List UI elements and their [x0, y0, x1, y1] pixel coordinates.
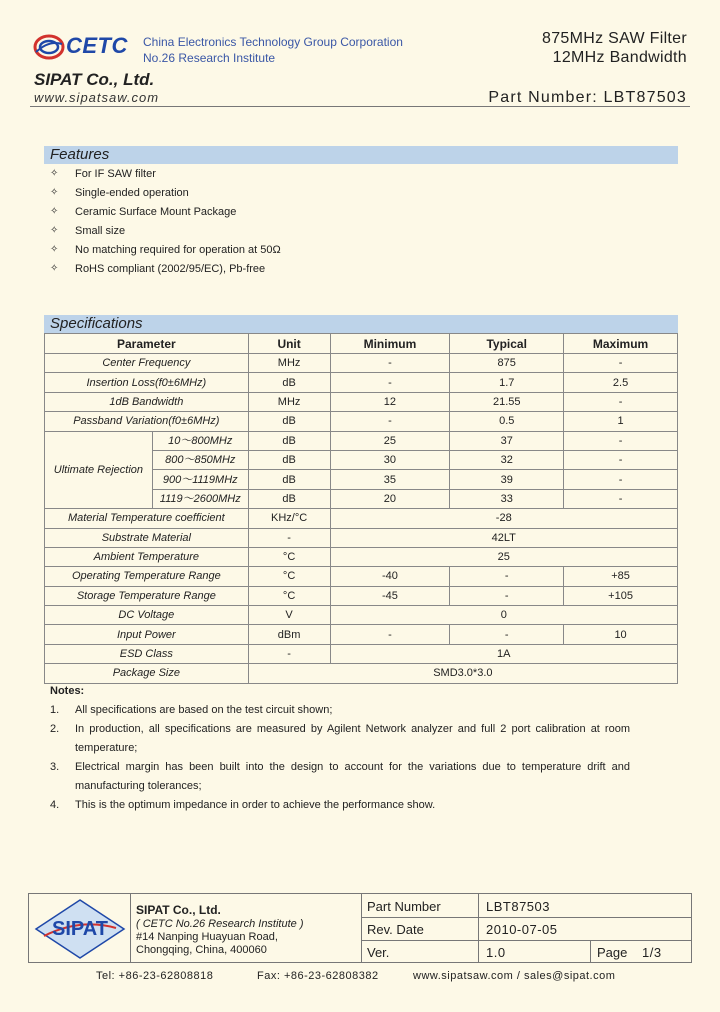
table-row: Center Frequency MHz - 875 -: [45, 354, 678, 373]
website-link[interactable]: www.sipatsaw.com: [34, 90, 160, 105]
footer-address-line1: #14 Nanping Huayuan Road,: [136, 931, 278, 943]
corp-institute: No.26 Research Institute: [143, 51, 276, 65]
footer-divider: [478, 893, 479, 963]
col-header-minimum: Minimum: [330, 334, 450, 354]
diamond-bullet-icon: ✧: [50, 225, 59, 236]
product-title-line1: 875MHz SAW Filter: [542, 30, 687, 47]
table-row: ESD Class - 1A: [45, 644, 678, 663]
col-header-parameter: Parameter: [45, 334, 249, 354]
table-row: Passband Variation(f0±6MHz) dB - 0.5 1: [45, 412, 678, 431]
cetc-globe-icon: [32, 30, 66, 64]
diamond-bullet-icon: ✧: [50, 206, 59, 217]
table-row: 800～850MHz dB 30 32 -: [45, 450, 678, 469]
header-divider: [30, 106, 690, 107]
specifications-table: [44, 333, 678, 684]
list-item: ✧ Ceramic Surface Mount Package: [50, 206, 237, 218]
note-item: 1. All specifications are based on the test circuit shown;: [50, 704, 333, 716]
footer-web-email[interactable]: www.sipatsaw.com / sales@sipat.com: [413, 970, 616, 982]
footer-divider: [361, 893, 362, 963]
table-header-row: [45, 334, 678, 354]
part-number-value: LBT87503: [486, 899, 550, 914]
table-row: DC Voltage V 0: [45, 606, 678, 625]
rev-date-value: 2010-07-05: [486, 922, 558, 937]
sipat-logo: [34, 898, 126, 960]
corp-name: China Electronics Technology Group Corporation: [143, 35, 403, 49]
table-row: Input Power dBm - - 10: [45, 625, 678, 644]
cetc-logo-text: CETC: [66, 33, 128, 58]
footer-tel: Tel: +86-23-62808818: [96, 970, 214, 982]
col-header-maximum: Maximum: [564, 334, 678, 354]
list-item: ✧ RoHS compliant (2002/95/EC), Pb-free: [50, 263, 266, 275]
footer-divider: [361, 917, 692, 918]
table-row: Ambient Temperature °C 25: [45, 547, 678, 566]
note-item: 4. This is the optimum impedance in order to achieve the performance show.: [50, 799, 436, 811]
company-name: SIPAT Co., Ltd.: [34, 70, 155, 89]
part-number-header: Part Number: LBT87503: [488, 89, 687, 106]
table-row: Package Size SMD3.0*3.0: [45, 664, 678, 683]
list-item: ✧ Small size: [50, 225, 126, 237]
features-list: [50, 166, 281, 280]
diamond-bullet-icon: ✧: [50, 244, 59, 255]
rev-date-label: Rev. Date: [367, 922, 424, 937]
table-row: Substrate Material - 42LT: [45, 528, 678, 547]
footer-company: SIPAT Co., Ltd.: [136, 903, 221, 917]
part-number-label: Part Number: [367, 899, 441, 914]
diamond-bullet-icon: ✧: [50, 263, 59, 274]
table-row: Ultimate Rejection 10～800MHz dB 25 37 -: [45, 431, 678, 450]
list-item: ✧ No matching required for operation at 50Ω: [50, 244, 281, 256]
table-row: Insertion Loss(f0±6MHz) dB - 1.7 2.5: [45, 373, 678, 392]
footer-fax: Fax: +86-23-62808382: [257, 970, 379, 982]
notes-section: [50, 685, 630, 815]
product-title-line2: 12MHz Bandwidth: [552, 49, 687, 66]
list-item: ✧ Single-ended operation: [50, 187, 189, 199]
list-item: ✧ For IF SAW filter: [50, 168, 156, 180]
footer-divider: [590, 940, 591, 963]
footer-divider: [361, 940, 692, 941]
footer-sub: ( CETC No.26 Research Institute ): [136, 918, 304, 930]
table-row: 1dB Bandwidth MHz 12 21.55 -: [45, 392, 678, 411]
ver-label: Ver.: [367, 945, 390, 960]
diamond-bullet-icon: ✧: [50, 168, 59, 179]
features-heading: Features: [44, 146, 678, 164]
ultimate-rejection-label: Ultimate Rejection: [45, 431, 153, 509]
table-row: 900～1119MHz dB 35 39 -: [45, 470, 678, 489]
table-row: 1119～2600MHz dB 20 33 -: [45, 489, 678, 508]
footer-box: [28, 893, 692, 963]
footer-address-line2: Chongqing, China, 400060: [136, 944, 267, 956]
table-row: Storage Temperature Range °C -45 - +105: [45, 586, 678, 605]
note-item: 3. Electrical margin has been built into the design to account for the variations due to temperature drift and manufacturing tolerances;: [50, 761, 630, 792]
diamond-bullet-icon: ✧: [50, 187, 59, 198]
footer-divider: [130, 893, 131, 963]
sipat-logo-text: SIPAT: [52, 918, 108, 940]
col-header-typical: Typical: [450, 334, 564, 354]
specifications-heading: Specifications: [44, 315, 678, 333]
page-label: Page: [597, 945, 628, 960]
notes-heading: Notes:: [50, 685, 85, 697]
ver-value: 1.0: [486, 945, 506, 960]
note-item: 2. In production, all specifications are measured by Agilent Network analyzer and full 2 port calibration at room temperature;: [50, 723, 630, 754]
table-row: Material Temperature coefficient KHz/°C -28: [45, 509, 678, 528]
page-value: 1/3: [642, 945, 662, 960]
table-row: Operating Temperature Range °C -40 - +85: [45, 567, 678, 586]
col-header-unit: Unit: [248, 334, 330, 354]
